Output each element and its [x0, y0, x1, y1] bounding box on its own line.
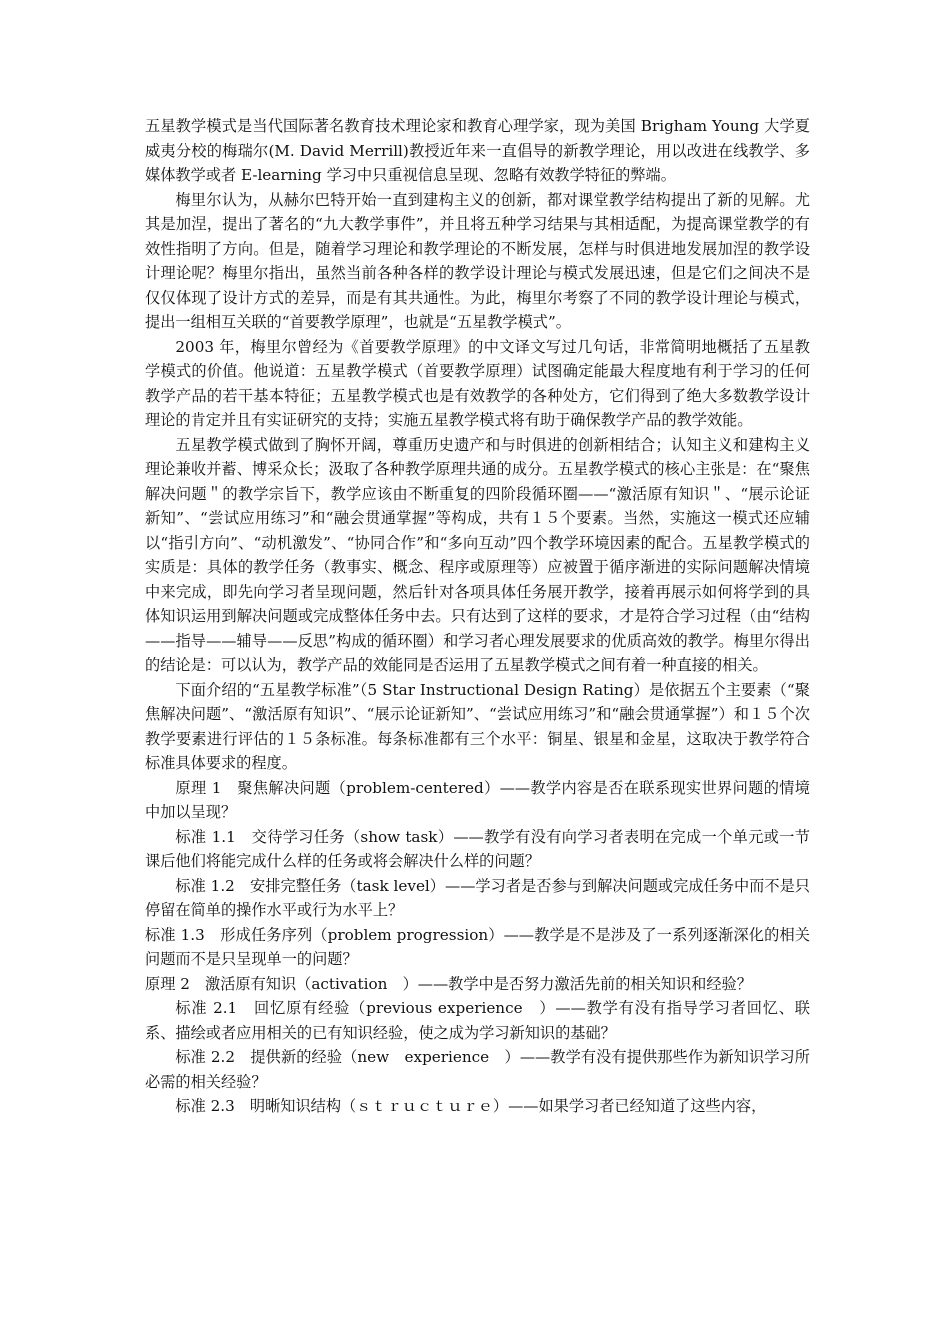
- paragraph-merrill-view: 梅里尔认为，从赫尔巴特开始一直到建构主义的创新，都对课堂教学结构提出了新的见解。尤其是加涅，提出了著名的“九大教学事件”，并且将五种学习结果与其相适配，为提高课堂教学的有效性指明了方向。但是，随着学习理论和教学理论的不断发展，怎样与时俱进地发展加涅的教学设计理论呢？梅里尔指出，虽然当前各种各样的教学设计理论与模式发展迅速，但是它们之间决不是仅仅体现了设计方式的差异，而是有其共通性。为此，梅里尔考察了不同的教学设计理论与模式，提出一组相互关联的“首要教学原理”，也就是“五星教学模式”。: [145, 190, 810, 331]
- standard-2-2: 标准 2.2 提供新的经验（new experience ）——教学有没有提供那些作为新知识学习所必需的相关经验？: [145, 1048, 810, 1091]
- paragraph-intro: 五星教学模式是当代国际著名教育技术理论家和教育心理学家，现为美国 Brigham Young 大学夏威夷分校的梅瑞尔(M. David Merrill)教授近年来一直倡导的新教学理论，用以改进在线教学、多媒体教学或者 E-learning 学习中只重视信息呈现、忽略有效教学特征的弊端。: [145, 117, 810, 184]
- principle-2: 原理 2 激活原有知识（activation ）——教学中是否努力激活先前的相关知识和经验？: [145, 974, 752, 993]
- paragraph-2003: 2003 年，梅里尔曾经为《首要教学原理》的中文译文写过几句话，非常简明地概括了五星教学模式的价值。他说道：五星教学模式（首要教学原理）试图确定能最大程度地有利于学习的任何教学产品的若干基本特征；五星教学模式也是有效教学的各种处方，它们得到了绝大多数教学设计理论的肯定并且有实证研究的支持；实施五星教学模式将有助于确保教学产品的教学效能。: [145, 337, 810, 429]
- standard-1-1: 标准 1.1 交待学习任务（show task）——教学有没有向学习者表明在完成一个单元或一节课后他们将能完成什么样的任务或将会解决什么样的问题？: [145, 827, 810, 870]
- paragraph-model-essence: 五星教学模式做到了胸怀开阔，尊重历史遗产和与时俱进的创新相结合；认知主义和建构主义理论兼收并蓄、博采众长；汲取了各种教学原理共通的成分。五星教学模式的核心主张是：在“聚焦解决问题＂的教学宗旨下，教学应该由不断重复的四阶段循环圈——“激活原有知识＂、“展示论证新知”、“尝试应用练习”和“融会贯通掌握”等构成，共有１５个要素。当然，实施这一模式还应辅以“指引方向”、“动机激发”、“协同合作”和“多向互动”四个教学环境因素的配合。五星教学模式的实质是：具体的教学任务（教事实、概念、程序或原理等）应被置于循序渐进的实际问题解决情境中来完成，即先向学习者呈现问题，然后针对各项具体任务展开教学，接着再展示如何将学到的具体知识运用到解决问题或完成整体任务中去。只有达到了这样的要求，才是符合学习过程（由“结构——指导——辅导——反思”构成的循环圈）和学习者心理发展要求的优质高效的教学。梅里尔得出的结论是：可以认为，教学产品的效能同是否运用了五星教学模式之间有着一种直接的相关。: [145, 435, 810, 674]
- standard-1-3: 标准 1.3 形成任务序列（problem progression）——教学是不是涉及了一系列逐渐深化的相关问题而不是只呈现单一的问题？: [145, 925, 810, 968]
- principle-1: 原理 1 聚焦解决问题（problem-centered）——教学内容是否在联系现实世界问题的情境中加以呈现？: [145, 778, 810, 821]
- standard-2-3: 标准 2.3 明晰知识结构（ｓｔｒｕｃｔｕｒｅ）——如果学习者已经知道了这些内容，: [175, 1097, 767, 1115]
- standard-1-2: 标准 1.2 安排完整任务（task level）——学习者是否参与到解决问题或完成任务中而不是只停留在简单的操作水平或行为水平上？: [145, 876, 810, 919]
- paragraph-rating-intro: 下面介绍的“五星教学标准”（5 Star Instructional Design Rating）是依据五个主要素（“聚焦解决问题”、“激活原有知识”、“展示论证新知”、“尝试应用练习”和“融会贯通掌握”）和１５个次教学要素进行评估的１５条标准。每条标准都有三个水平：铜星、银星和金星，这取决于教学符合标准具体要求的程度。: [145, 680, 810, 772]
- standard-2-1: 标准 2.1 回忆原有经验（previous experience ）——教学有没有指导学习者回忆、联系、描绘或者应用相关的已有知识经验，使之成为学习新知识的基础？: [145, 999, 810, 1042]
- document-page: [145, 114, 810, 1119]
